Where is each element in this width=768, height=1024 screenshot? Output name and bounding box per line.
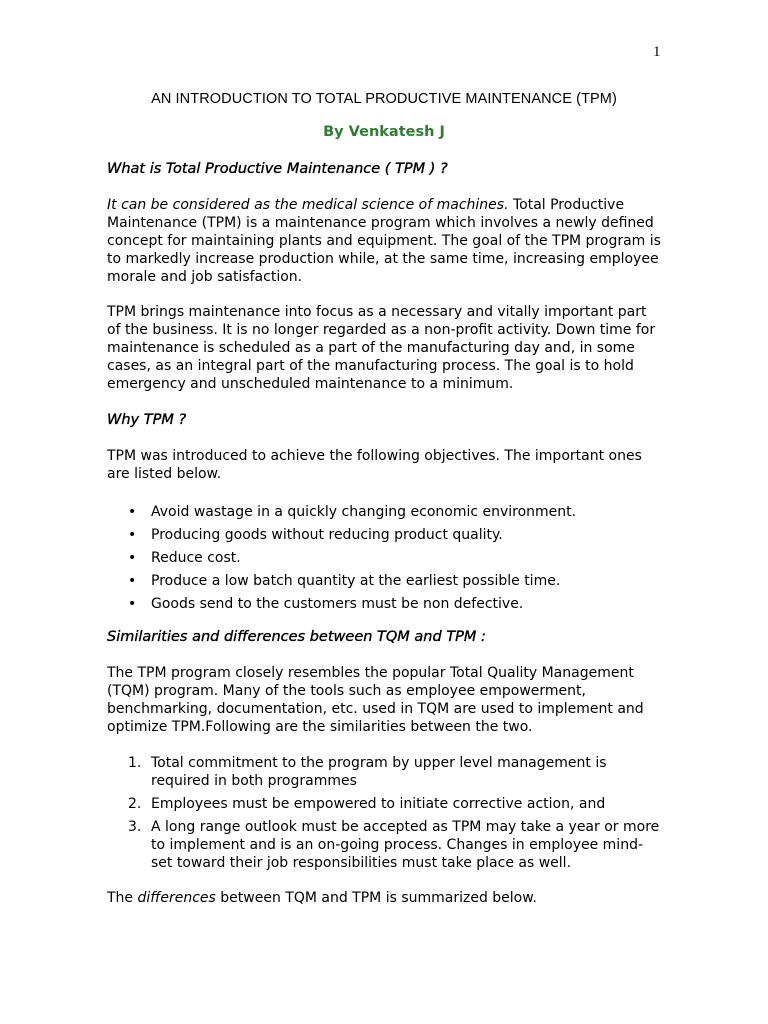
- closing-text-end: between TQM and TPM is summarized below.: [215, 890, 537, 906]
- document-body: [107, 160, 663, 907]
- paragraph-objectives-intro: TPM was introduced to achieve the following objectives. The important ones are listed below.: [107, 448, 642, 482]
- bullet-icon: •: [128, 596, 137, 612]
- author-byline: By Venkatesh J: [323, 124, 445, 140]
- list-item-objective: [107, 593, 663, 616]
- similarity-text: Employees must be empowered to initiate corrective action, and: [151, 796, 606, 812]
- closing-italic-word: differences: [137, 890, 216, 906]
- section-heading-what-is-tpm: What is Total Productive Maintenance ( TPM ) ?: [107, 161, 448, 177]
- list-item-objective: [107, 547, 663, 570]
- objectives-list: [107, 501, 663, 616]
- objective-text: Producing goods without reducing product quality.: [151, 527, 503, 543]
- objective-text: Avoid wastage in a quickly changing economic environment.: [151, 504, 577, 520]
- bullet-icon: •: [128, 550, 137, 566]
- paragraph-maintenance-focus: TPM brings maintenance into focus as a necessary and vitally important part of the business. It is no longer regarded as a non-profit activity. Down time for maintenance is scheduled as a part of the manufacturing day and, in some cases, as an integral part of the manufacturing process. The goal is to hold emergency and unscheduled maintenance to a minimum.: [107, 304, 656, 392]
- section-heading-why-tpm: Why TPM ?: [107, 412, 187, 428]
- section-heading-tqm-vs-tpm: Similarities and differences between TQM and TPM :: [107, 629, 486, 645]
- similarity-text: Total commitment to the program by upper level management is required in both programmes: [151, 755, 607, 789]
- paragraph-tpm-definition: [107, 196, 663, 286]
- list-number: 3.: [128, 819, 142, 835]
- page-number: 1: [653, 44, 661, 60]
- list-item-objective: [107, 501, 663, 524]
- definition-italic-lead: It can be considered as the medical science of machines.: [107, 197, 509, 213]
- objective-text: Reduce cost.: [151, 550, 241, 566]
- bullet-icon: •: [128, 527, 137, 543]
- list-item-similarity: [107, 754, 663, 790]
- bullet-icon: •: [128, 573, 137, 589]
- definition-text: Total Productive Maintenance (TPM) is a maintenance program which involves a newly defined concept for maintaining plants and equipment. The goal of the TPM program is to markedly increase production while, at the same time, increasing employee morale and job satisfaction.: [107, 197, 661, 285]
- list-item-similarity: [107, 818, 663, 872]
- list-number: 2.: [128, 796, 142, 812]
- document-title: AN INTRODUCTION TO TOTAL PRODUCTIVE MAINTENANCE (TPM): [151, 91, 617, 107]
- paragraph-differences-intro: [107, 889, 663, 907]
- objective-text: Goods send to the customers must be non defective.: [151, 596, 524, 612]
- list-item-objective: [107, 524, 663, 547]
- paragraph-tqm-comparison: The TPM program closely resembles the popular Total Quality Management (TQM) program. Many of the tools such as employee empowerment, benchmarking, documentation, etc. used in TQM are used to implement and optimize TPM.Following are the similarities between the two.: [107, 665, 644, 735]
- closing-text-start: The: [107, 890, 138, 906]
- similarity-text: A long range outlook must be accepted as TPM may take a year or more to implement and is an on-going process. Changes in employee mind-set toward their job responsibilities must take place as well.: [151, 819, 660, 871]
- bullet-icon: •: [128, 504, 137, 520]
- list-item-similarity: [107, 795, 663, 813]
- list-number: 1.: [128, 755, 142, 771]
- objective-text: Produce a low batch quantity at the earliest possible time.: [151, 573, 561, 589]
- similarities-list: [107, 754, 663, 872]
- list-item-objective: [107, 570, 663, 593]
